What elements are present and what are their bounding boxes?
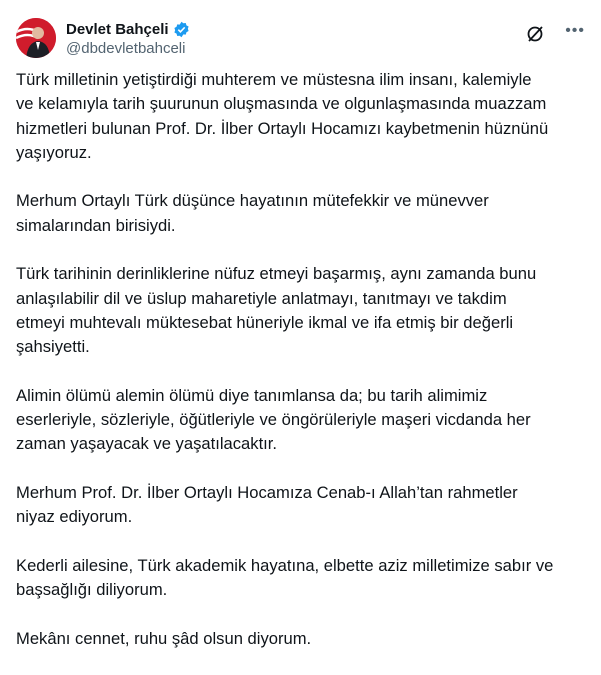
author-name[interactable]: Devlet Bahçeli (66, 21, 169, 38)
avatar[interactable] (16, 18, 56, 58)
text-line: etmeyi muhtevalı müktesebat hüneriyle ikmal ve ifa etmiş bir değerli (16, 312, 514, 332)
text-line: eserleriyle, sözleriyle, öğütleriyle ve öngörüleriyle maşeri vicdanda her (16, 410, 531, 430)
text-line: niyaz ediyorum. (16, 507, 133, 527)
text-line: simalarından birisiydi. (16, 215, 176, 235)
tweet-paragraph (16, 262, 591, 359)
tweet-paragraph (16, 554, 591, 603)
text-line: Mekânı cennet, ruhu şâd olsun diyorum. (16, 628, 312, 648)
text-line: Alimin ölümü alemin ölümü diye tanımlansa da; bu tarih alimimiz (16, 385, 488, 405)
text-line: başsağlığı diliyorum. (16, 580, 168, 600)
text-line: zaman yaşayacak ve yaşatılacaktır. (16, 434, 278, 454)
text-line: Merhum Ortaylı Türk düşünce hayatının mütefekkir ve münevver (16, 191, 489, 211)
tweet-paragraph (16, 68, 591, 165)
text-line: hizmetleri bulunan Prof. Dr. İlber Ortaylı Hocamızı kaybetmenin hüznünü (16, 118, 549, 138)
text-line: Türk tarihinin derinliklerine nüfuz etmeyi başarmış, aynı zamanda bunu (16, 264, 537, 284)
tweet-paragraph (16, 384, 591, 457)
verified-badge-icon (173, 21, 190, 38)
text-line: şahsiyetti. (16, 337, 90, 357)
text-line: Kederli ailesine, Türk akademik hayatına, elbette aziz milletimize sabır ve (16, 555, 554, 575)
text-line: anlaşılabilir dil ve üslup maharetiyle anlatmayı, tanıtmayı ve takdim (16, 288, 507, 308)
tweet-paragraph (16, 481, 591, 530)
text-line: Merhum Prof. Dr. İlber Ortaylı Hocamıza Cenab-ı Allah’tan rahmetler (16, 483, 518, 503)
author-handle[interactable]: @dbdevletbahceli (66, 40, 186, 57)
text-line: Türk milletinin yetiştirdiği muhterem ve müstesna ilim insanı, kalemiyle (16, 70, 532, 89)
tweet-paragraph (16, 189, 591, 238)
tweet-paragraph (16, 627, 591, 651)
tweet-header (16, 18, 585, 62)
text-line: yaşıyoruz. (16, 142, 92, 162)
grok-icon[interactable] (525, 24, 545, 44)
more-icon[interactable]: ••• (565, 22, 585, 39)
tweet-text (16, 68, 591, 675)
text-line: ve kelamıyla tarih şuurunun oluşmasında ve olgunlaşmasında muazzam (16, 94, 547, 114)
